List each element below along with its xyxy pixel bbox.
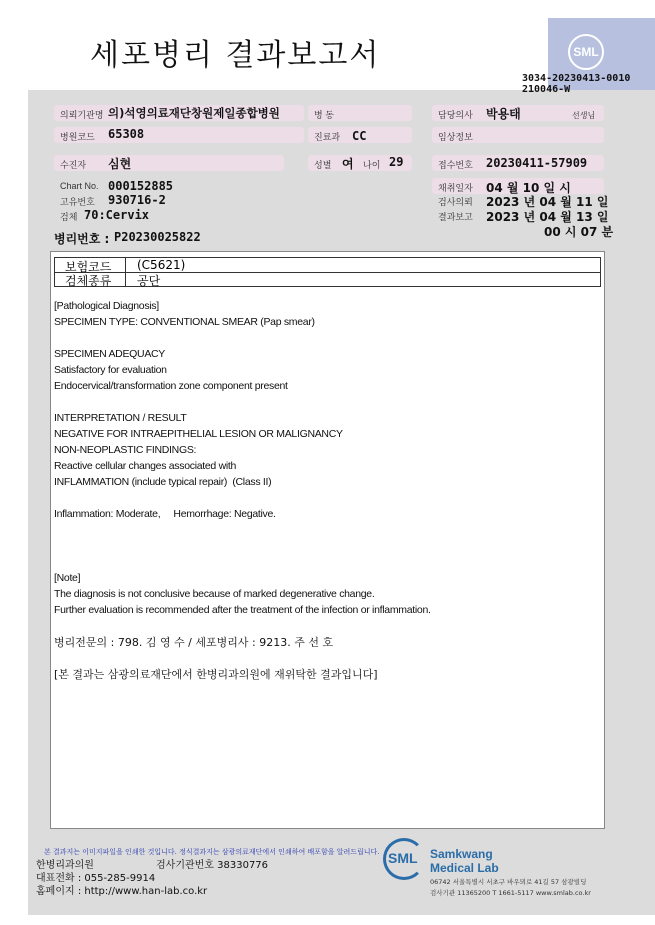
consignment-note: [본 결과는 삼광의료재단에서 한병리과의원에 재위탁한 결과입니다]: [54, 668, 378, 681]
footer-notice: 본 결과지는 이미지파일을 인쇄한 것입니다. 정식결과지는 삼광의료재단에서 인쇄하여 배포함을 알려드립니다.: [44, 848, 380, 856]
age-label: 나이: [363, 160, 381, 170]
column-divider: [125, 272, 126, 287]
pathology-no-value: P20230025822: [114, 230, 201, 244]
insurance-code-row: [55, 258, 600, 273]
samkwang-name-2: Medical Lab: [430, 861, 499, 875]
report-line: Endocervical/transformation zone component present: [54, 380, 288, 392]
lab-code: 검사기관번호 38330776: [156, 860, 269, 871]
doctor-label: 담당의사: [438, 110, 473, 120]
samkwang-contact: 검사기관 11365200 T 1661-5117 www.smlab.co.kr: [430, 889, 591, 897]
specimen-value: 70:Cervix: [84, 208, 150, 222]
institution-value: 의)석영의료재단창원제일종합병원: [108, 106, 280, 120]
report-line: SPECIMEN TYPE: CONVENTIONAL SMEAR (Pap smear): [54, 316, 315, 328]
samkwang-logo-text: SML: [388, 850, 418, 866]
clinic-name: 한병리과의원: [36, 860, 94, 871]
report-line: [54, 522, 594, 538]
institution-label: 의뢰기관명: [60, 110, 104, 120]
doctor-value: 박용태: [486, 107, 521, 121]
department-label: 진료과: [314, 132, 341, 142]
report-line: [54, 330, 594, 346]
report-line: [Pathological Diagnosis]: [54, 300, 159, 312]
column-divider: [125, 258, 126, 273]
reported-time: 00 시 07 분: [544, 225, 614, 239]
patient-pill: [54, 155, 284, 171]
insurance-code-value: (C5621): [137, 258, 186, 272]
samkwang-name-1: Samkwang: [430, 847, 493, 861]
specimen-type-row: [55, 272, 600, 287]
report-line: NEGATIVE FOR INTRAEPITHELIAL LESION OR MALIGNANCY: [54, 428, 343, 440]
report-line: [Note]: [54, 572, 81, 584]
sex-label: 성별: [314, 160, 332, 170]
ward-label: 병 동: [314, 110, 334, 120]
report-line: INFLAMMATION (include typical repair) (Class II): [54, 476, 272, 488]
reported-value: 2023 년 04 월 13 일: [486, 210, 609, 224]
code-table: [54, 257, 601, 287]
receipt-no-value: 20230411-57909: [486, 156, 588, 170]
specimen-type-value: 공단: [137, 274, 161, 288]
report-line: Reactive cellular changes associated with: [54, 460, 237, 472]
chart-no-value: 000152885: [108, 179, 174, 193]
specimen-label: 검체: [60, 212, 78, 222]
pathology-no-label: 병리번호 :: [54, 232, 110, 246]
patient-label: 수진자: [60, 160, 87, 170]
report-line: SPECIMEN ADEQUACY: [54, 348, 166, 360]
samkwang-address: 06742 서울특별시 서초구 바우뫼로 41길 57 삼광빌딩: [430, 878, 587, 886]
sml-logo: SML: [568, 34, 604, 70]
report-line: [54, 538, 594, 554]
report-line: Further evaluation is recommended after the treatment of the infection or inflammation.: [54, 604, 431, 616]
phone: 대표전화 : 055-285-9914: [36, 873, 156, 884]
receipt-no-label: 접수번호: [438, 160, 473, 170]
hospital-code-label: 병원코드: [60, 132, 95, 142]
report-line: NON-NEOPLASTIC FINDINGS:: [54, 444, 197, 456]
specimen-type-label: 검체종류: [65, 274, 112, 288]
report-number-line-1: 3034-20230413-0010: [522, 73, 631, 84]
unique-no-label: 고유번호: [60, 197, 95, 207]
report-line: Inflammation: Moderate, Hemorrhage: Negative.: [54, 508, 276, 520]
report-title: 세포병리 결과보고서: [90, 38, 381, 73]
examined-label: 검사의뢰: [438, 197, 473, 207]
examined-value: 2023 년 04 월 11 일: [486, 195, 609, 209]
report-line: INTERPRETATION / RESULT: [54, 412, 187, 424]
report-number: [522, 73, 630, 95]
report-line: Satisfactory for evaluation: [54, 364, 167, 376]
unique-no-value: 930716-2: [108, 193, 166, 207]
chart-no-label: Chart No.: [60, 181, 99, 191]
report-line: [54, 490, 594, 506]
homepage-link[interactable]: 홈페이지 : http://www.han-lab.co.kr: [36, 886, 208, 897]
age-value: 29: [389, 155, 404, 169]
report-number-line-2: 210046-W: [522, 84, 571, 95]
insurance-code-label: 보험코드: [65, 260, 112, 274]
collected-value: 04 월 10 일 시: [486, 181, 571, 195]
collected-label: 채취일자: [438, 183, 473, 193]
patient-value: 심현: [108, 157, 132, 171]
diagnosis-text: [54, 298, 594, 618]
hospital-code-value: 65308: [108, 127, 145, 141]
reported-label: 결과보고: [438, 212, 473, 222]
report-line: [54, 554, 594, 570]
signatures: 병리전문의 : 798. 김 영 수 / 세포병리사 : 9213. 주 선 호: [54, 636, 334, 649]
doctor-honorific: 선생님: [572, 111, 596, 120]
samkwang-name: [430, 847, 499, 875]
report-line: The diagnosis is not conclusive because of marked degenerative change.: [54, 588, 375, 600]
department-value: CC: [352, 129, 367, 143]
clinical-info-label: 임상정보: [438, 132, 473, 142]
report-line: [54, 394, 594, 410]
sex-value: 여: [342, 157, 354, 171]
